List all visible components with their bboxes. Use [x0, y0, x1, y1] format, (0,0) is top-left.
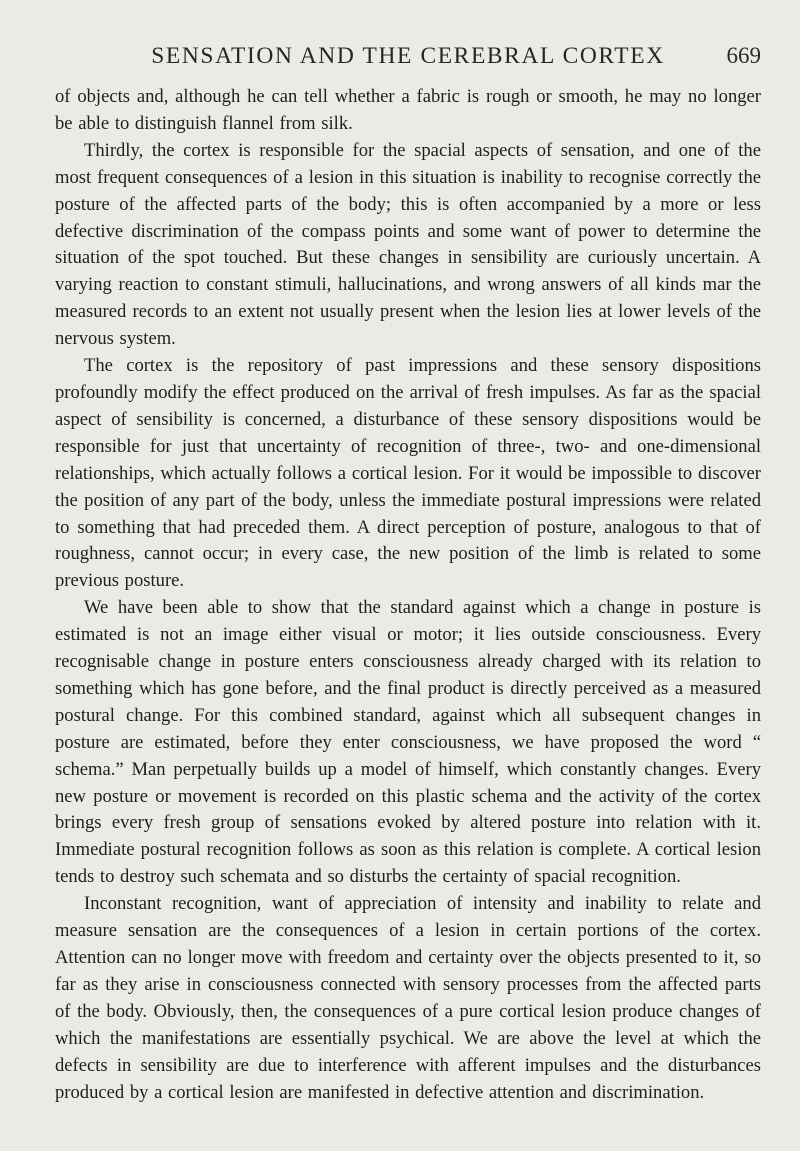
- paragraph-schema: We have been able to show that the standard against which a change in posture is estimated is not an image either visual or motor; it lies outside consciousness. Every recognisable change in posture enters consciousness already charged with its relation to something which has gone before, and the final product is directly perceived as a measured postural change. For this combined standard, against which all subsequent changes in posture are estimated, before they enter consciousness, we have proposed the word “ schema.” Man perpetually builds up a model of himself, which constantly changes. Every new posture or movement is recorded on this plastic schema and the activity of the cortex brings every fresh group of sensations evoked by altered posture into relation with it. Immediate postural recognition follows as soon as this relation is complete. A cortical lesion tends to destroy such schemata and so disturbs the certainty of spacial recognition.: [55, 597, 761, 888]
- paragraph-repository: The cortex is the repository of past impressions and these sensory dispositions profoundly modify the effect produced on the arrival of fresh impulses. As far as the spacial aspect of sensibility is concerned, a disturbance of these sensory dispositions would be responsible for just that uncertainty of recognition of three-, two- and one-dimensional relationships, which actually follows a cortical lesion. For it would be impossible to discover the position of any part of the body, unless the immediate postural impressions were related to something that had preceded them. A direct perception of posture, analogous to that of roughness, cannot occur; in every case, the new position of the limb is related to some previous posture.: [55, 355, 761, 592]
- paragraph-inconstant-recognition: Inconstant recognition, want of appreciation of intensity and inability to relate and measure sensation are the consequences of a lesion in certain portions of the cortex. Attention can no longer move with freedom and certainty over the objects presented to it, so far as they arise in consciousness connected with sensory processes from the affected parts of the body. Obviously, then, the consequences of a pure cortical lesion produce changes of which the manifestations are essentially psychical. We are above the level at which the defects in sensibility are due to interference with afferent impulses and the disturbances produced by a cortical lesion are manifested in defective attention and discrimination.: [55, 893, 761, 1103]
- paragraph-spacial-aspects: Thirdly, the cortex is responsible for the spacial aspects of sensation, and one of the most frequent consequences of a lesion in this situation is inability to recognise correctly the posture of the affected parts of the body; this is often accompanied by a more or less defective discrimination of the compass points and some want of power to determine the situation of the spot touched. But these changes in sensibility are curiously uncertain. A varying reaction to constant stimuli, hallucinations, and wrong answers of all kinds mar the measured records to an extent not usually present when the lesion lies at lower levels of the nervous system.: [55, 139, 761, 350]
- body-text: [55, 84, 761, 1106]
- page-header: [55, 39, 761, 73]
- running-head: SENSATION AND THE CEREBRAL CORTEX: [151, 43, 665, 69]
- page-number: 669: [726, 43, 761, 68]
- paragraph-continued: of objects and, although he can tell whether a fabric is rough or smooth, he may no longer be able to distinguish flannel from silk.: [55, 86, 761, 134]
